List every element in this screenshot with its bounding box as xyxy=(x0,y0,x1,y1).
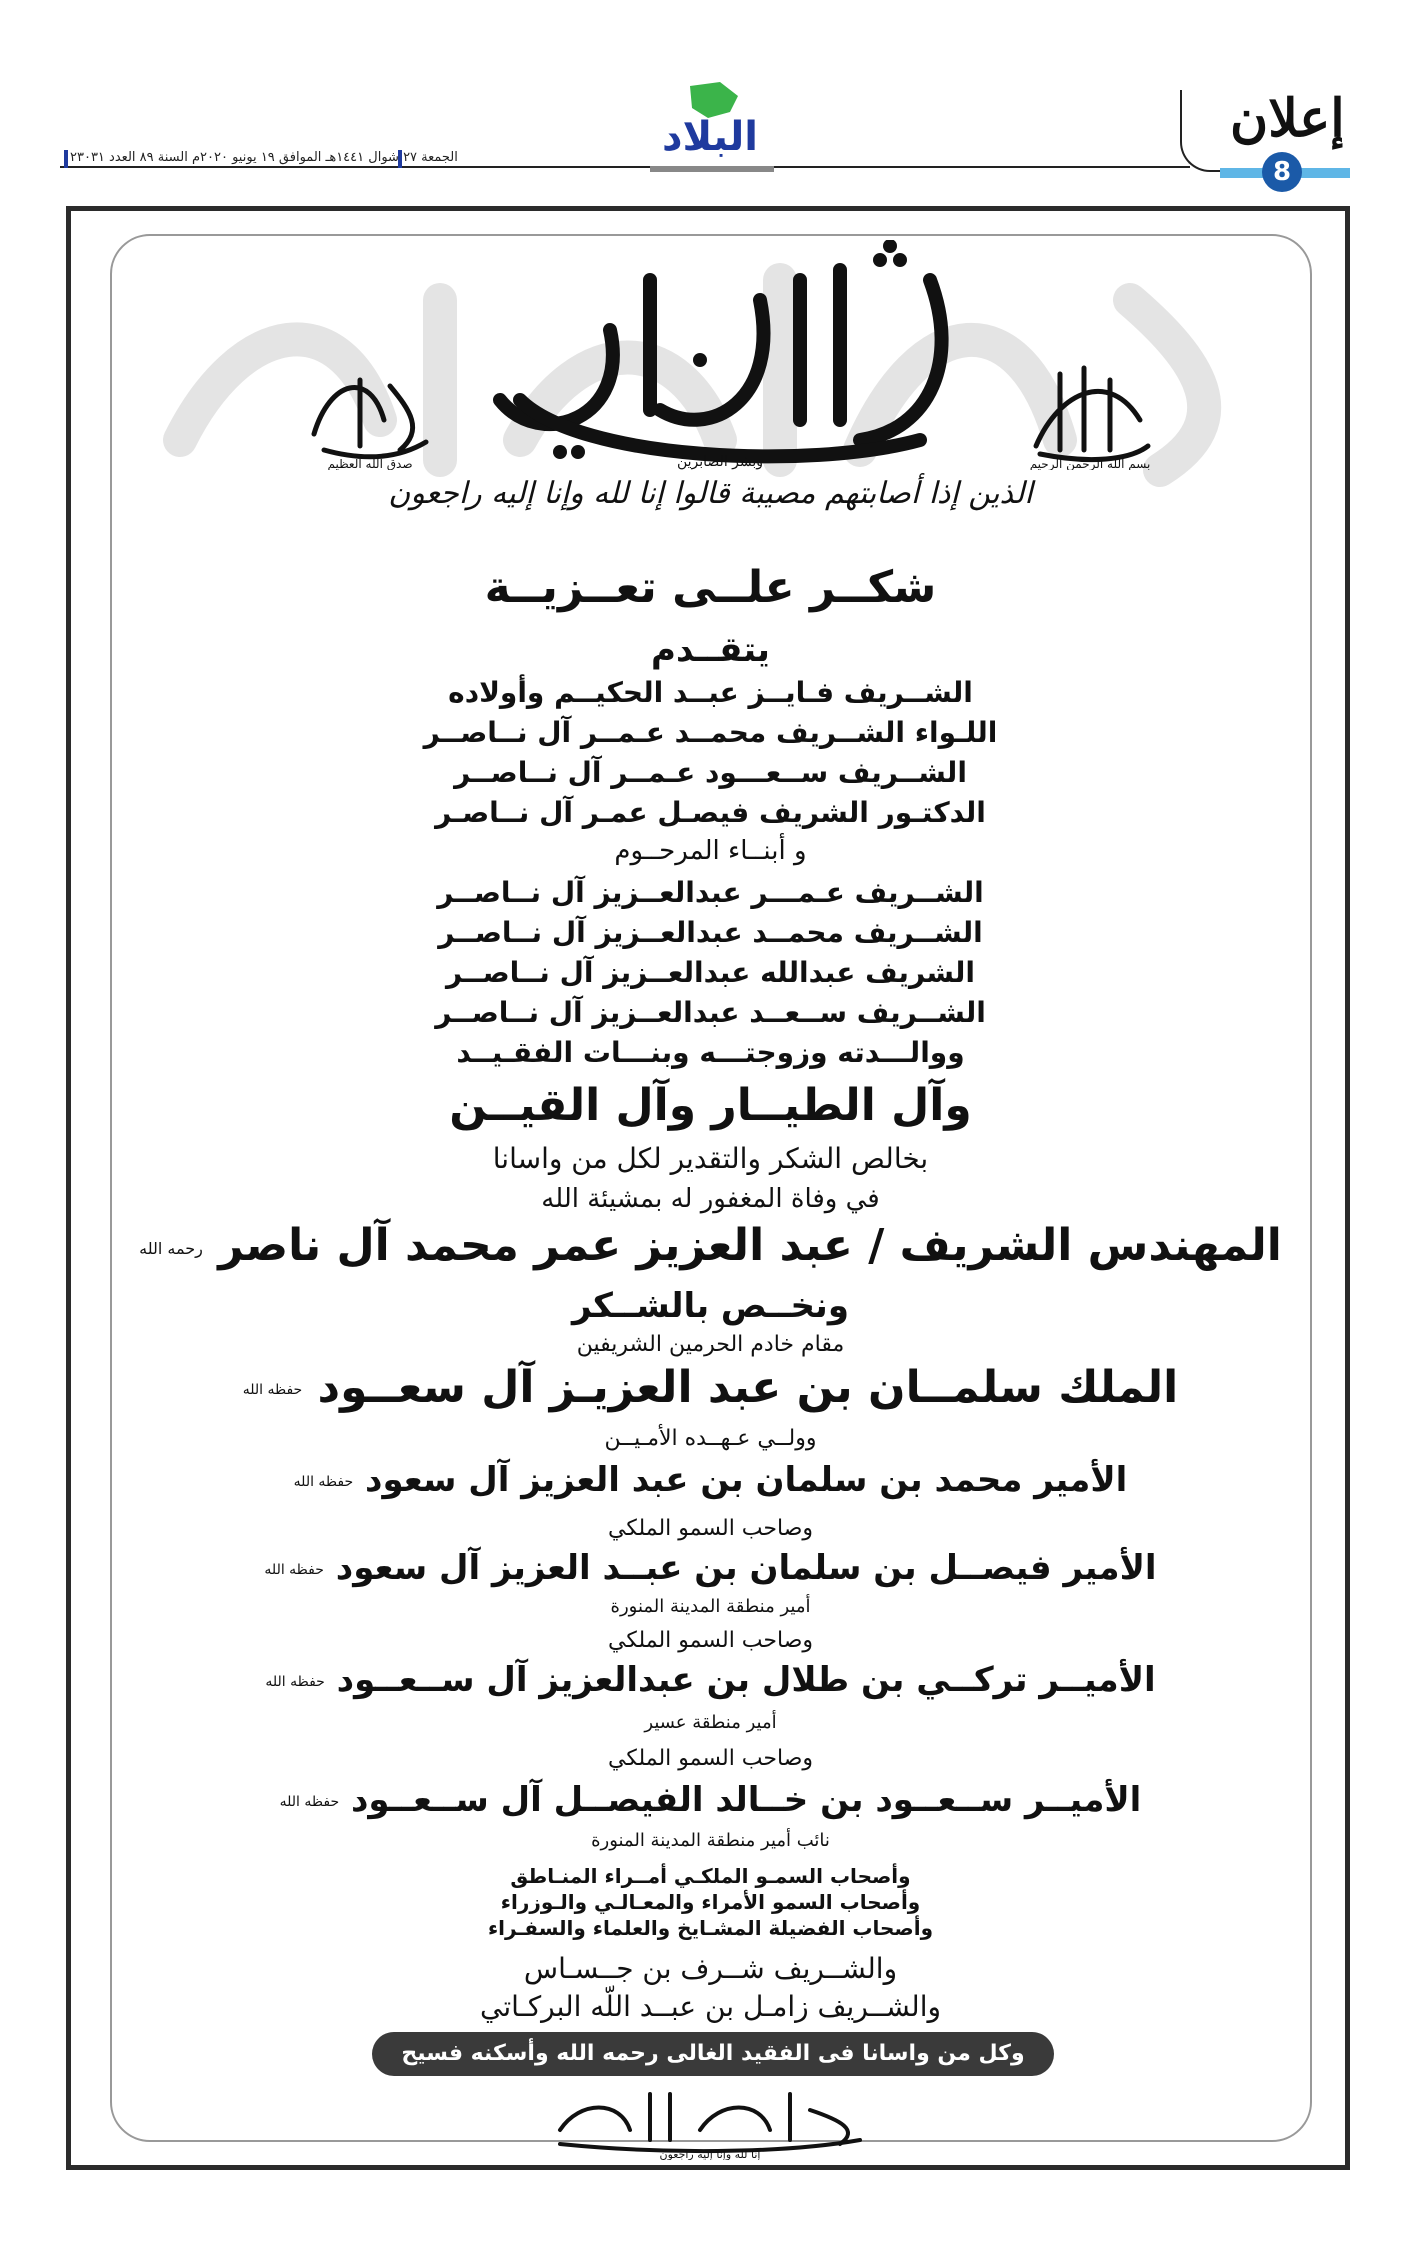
hafizahullah-seal: حفظه الله xyxy=(293,1473,354,1490)
condolence-banner-text: وكل من واسانا فى الفقيد الغالى رحمه الله وأسكنه فسيح جناته xyxy=(401,2041,1025,2110)
family-line: اللـواء الشــريف محمــد عـمــر آل نــاصــر xyxy=(423,716,998,749)
honoree-title: وصاحب السمو الملكي xyxy=(607,1746,814,1771)
honoree-name: الأمير فيصــل بن سلمان بن عبــد العزيز آل سعود xyxy=(335,1548,1157,1588)
closing-calligraphy-text: إنا لله وإنا إليه راجعون xyxy=(659,2148,761,2160)
section-divider-curve xyxy=(1180,90,1222,172)
dignitaries-line: وأصحاب السمـو الملكـي أمــراء المنـاطق xyxy=(510,1864,911,1888)
honoree-title: وصاحب السمو الملكي xyxy=(607,1628,814,1653)
ad-heading: شكــر علــى تعــزيــة xyxy=(484,562,937,613)
family-line: الشــريف فـايــز عبــد الحكيــم وأولاده xyxy=(448,676,973,709)
honoree-role: نائب أمير منطقة المدينة المنورة xyxy=(591,1830,830,1851)
dignitaries-line: وأصحاب السمو الأمراء والمعـالـي والـوزراء xyxy=(500,1890,921,1914)
sadaqa-allah-seal xyxy=(300,350,440,470)
honoree-name: الأمير محمد بن سلمان بن عبد العزيز آل سعود xyxy=(365,1460,1128,1500)
honoree-name: الأميــر تركــي بن طلال بن عبدالعزيز آل ســعــود xyxy=(336,1660,1156,1700)
title-calligraphy-text: وبشر الصابرين xyxy=(676,454,764,470)
thanks-line: بخالص الشكر والتقدير لكل من واسانا xyxy=(492,1142,929,1175)
family-line: ووالـــدته وزوجتـــه وبنـــات الفقـيــد xyxy=(456,1036,965,1069)
verse-calligraphy: الذين إذا أصابتهم مصيبة قالوا إنا لله وإنا إليه راجعون xyxy=(388,476,1033,511)
page-number-badge: 8 xyxy=(1262,152,1302,192)
header-rule xyxy=(60,166,1190,168)
hafizahullah-seal: حفظه الله xyxy=(279,1793,340,1810)
honoree-role: أمير منطقة عسير xyxy=(644,1712,777,1733)
family-line: الشريف عبدالله عبدالعــزيز آل نــاصــر xyxy=(446,956,975,989)
honoree-row xyxy=(0,1460,1421,1500)
date-accent-left xyxy=(64,150,68,168)
honoree-name: الملك سلمــان بن عبد العزيـز آل سعــود xyxy=(317,1362,1179,1413)
honoree-row xyxy=(0,1548,1421,1588)
families-line: وآل الطيــار وآل القيــن xyxy=(449,1080,972,1131)
right-seal-text: صدق الله العظيم xyxy=(327,457,413,470)
rahimahullah-seal: رحمه الله xyxy=(139,1238,203,1258)
basmala-text: بسم الله الرحمن الرحيم xyxy=(1029,457,1151,470)
deceased-intro: في وفاة المغفور له بمشيئة الله xyxy=(541,1184,880,1214)
family-line: الشــريف محمــد عبدالعــزيز آل نــاصــر xyxy=(438,916,983,949)
logo-underline xyxy=(650,166,774,172)
honoree-row xyxy=(0,1362,1421,1413)
issue-date-line: الجمعة ٢٧ شوال ١٤٤١هـ الموافق ١٩ يونيو ٢٠٢٠م السنة ٨٩ العدد ٢٣٠٣١ xyxy=(70,150,458,165)
hafizahullah-seal: حفظه الله xyxy=(265,1673,325,1690)
special-thanks: ونخــص بالشــكر xyxy=(572,1286,849,1326)
basmala-seal xyxy=(1020,350,1160,470)
hafizahullah-seal: حفظه الله xyxy=(264,1561,324,1578)
family-line: و أبنــاء المرحــوم xyxy=(614,836,807,866)
family-line: الشــريف ســعــد عبدالعــزيز آل نــاصــر xyxy=(435,996,986,1029)
presenter-label: يتقــدم xyxy=(651,630,770,670)
honoree-role: أمير منطقة المدينة المنورة xyxy=(610,1596,811,1617)
logo-wordmark: البلاد xyxy=(662,114,758,160)
hafizahullah-seal: حفظه الله xyxy=(242,1382,303,1398)
deceased-row xyxy=(0,1220,1421,1271)
honoree-row xyxy=(0,1780,1421,1820)
newspaper-logo[interactable] xyxy=(650,78,770,166)
family-line: الشــريف عـمـــر عبدالعــزيز آل نــاصــر xyxy=(437,876,984,909)
honoree-title: وصاحب السمو الملكي xyxy=(607,1516,814,1541)
honoree-title: وولــي عـهــده الأمـيــن xyxy=(604,1426,817,1451)
family-line: الشــريف ســعـــود عـمــر آل نــاصــر xyxy=(454,756,967,789)
honoree-title: مقام خادم الحرمين الشريفين xyxy=(576,1332,845,1357)
deceased-name: المهندس الشريف / عبد العزيز عمر محمد آل ناصر xyxy=(218,1220,1282,1271)
logo-map-icon xyxy=(650,78,770,166)
title-calligraphy xyxy=(460,240,980,470)
dignitaries-line: وأصحاب الفضيلة المشـايخ والعلماء والسفـراء xyxy=(487,1916,934,1940)
honoree-name: الأميــر ســعــود بن خــالد الفيصــل آل ســعــود xyxy=(350,1780,1142,1820)
section-title: إعلان xyxy=(1230,88,1345,149)
sharif-line: والشــريف زامـل بن عبــد اللّه البركـاتي xyxy=(479,1990,941,2023)
honoree-row xyxy=(0,1660,1421,1700)
closing-calligraphy xyxy=(540,2080,880,2160)
sharif-line: والشــريف شــرف بن جــسـاس xyxy=(523,1952,898,1985)
family-line: الدكتـور الشريف فيصـل عمـر آل نــاصـر xyxy=(435,796,986,829)
